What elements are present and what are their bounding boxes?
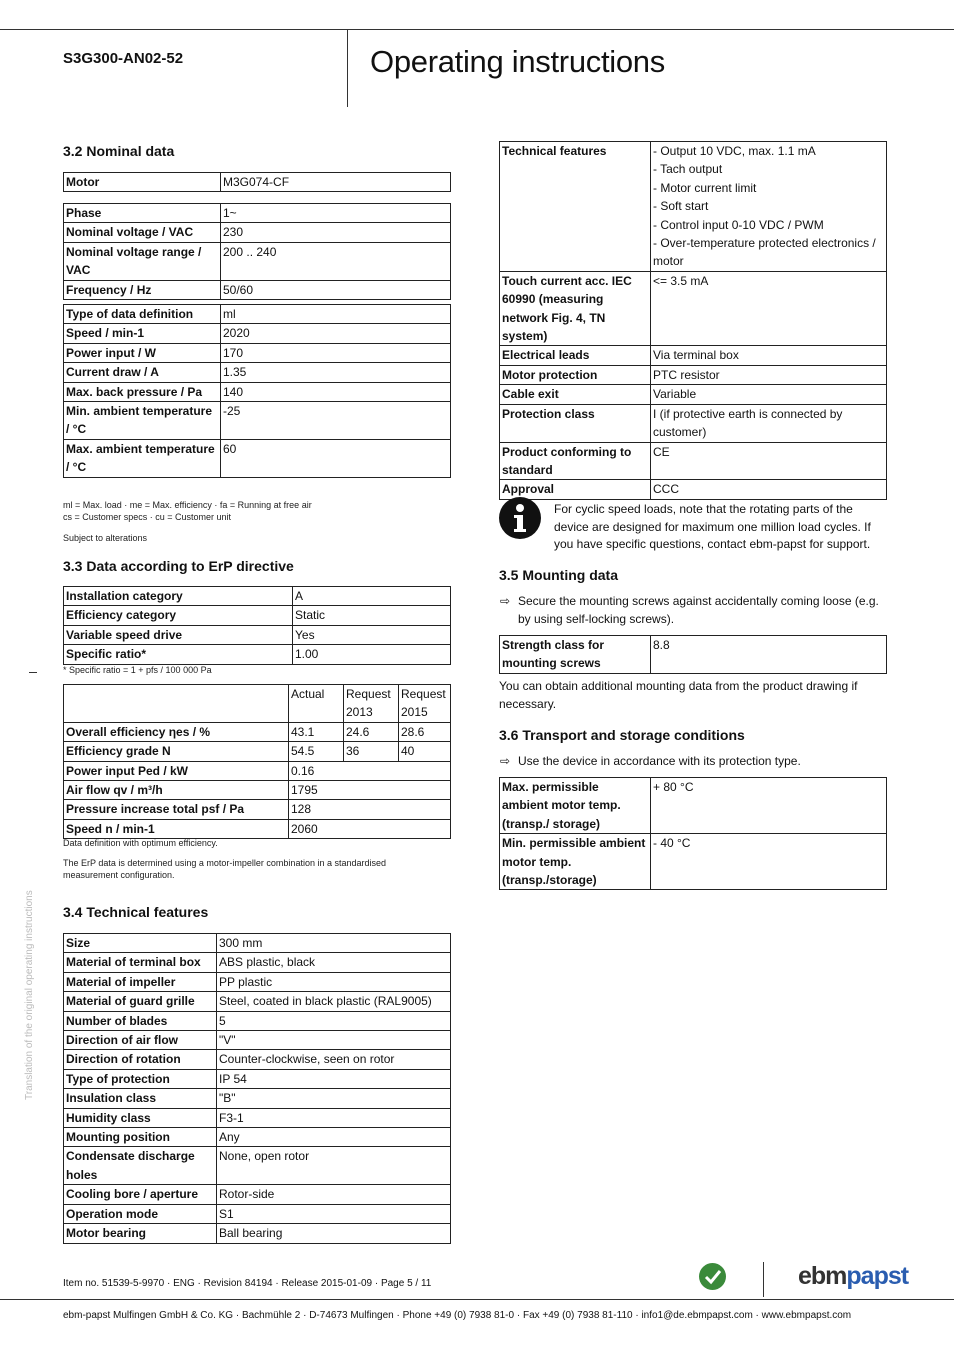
info-icon <box>499 497 541 539</box>
table-row <box>500 142 887 272</box>
table-row <box>500 834 887 890</box>
table-row <box>64 223 451 242</box>
row-value: Any <box>217 1128 451 1147</box>
table-row <box>64 1108 451 1127</box>
row-label: Motor protection <box>500 365 651 384</box>
row-value: Via terminal box <box>651 346 887 365</box>
table-row <box>64 645 451 664</box>
row-label: Cooling bore / aperture <box>64 1185 217 1204</box>
row-value: 8.8 <box>651 636 887 674</box>
row-label: Mounting position <box>64 1128 217 1147</box>
row-label: Current draw / A <box>64 363 221 382</box>
row-value: Counter-clockwise, seen on rotor <box>217 1050 451 1069</box>
row-label: Max. permissible ambient motor temp. (transp./ storage) <box>500 778 651 834</box>
row-label: Technical features <box>500 142 651 272</box>
row-label: Cable exit <box>500 385 651 404</box>
row-value: 200 .. 240 <box>221 242 451 280</box>
table-row <box>500 385 887 404</box>
table-row <box>64 173 451 192</box>
arrow-icon: ⇨ <box>500 594 511 608</box>
row-value: 300 mm <box>217 934 451 953</box>
row-value: IP 54 <box>217 1069 451 1088</box>
table-row <box>64 587 451 606</box>
footer-company: ebm-papst Mulfingen GmbH & Co. KG · Bachmühle 2 · D-74673 Mulfingen · Phone +49 (0) 7938 81-0 · Fax +49 (0) 7938 81-110 · info1@de.ebmpapst.com · www.ebmpapst.com <box>63 1310 852 1321</box>
row-label: Direction of air flow <box>64 1031 217 1050</box>
row-value: A <box>293 587 451 606</box>
table-technical <box>63 933 451 1244</box>
table-row <box>64 363 451 382</box>
row-value: Rotor-side <box>217 1185 451 1204</box>
row-value: + 80 °C <box>651 778 887 834</box>
table-row <box>64 606 451 625</box>
row-value: PP plastic <box>217 972 451 991</box>
row-value: Ball bearing <box>217 1224 451 1243</box>
table-row <box>64 1128 451 1147</box>
row-label: Material of guard grille <box>64 992 217 1011</box>
row-value: ABS plastic, black <box>217 953 451 972</box>
table-technical-right <box>499 141 887 500</box>
table-row: Air flow qv / m³/h 1795 <box>64 781 451 800</box>
row-value: "B" <box>217 1089 451 1108</box>
row-label: Insulation class <box>64 1089 217 1108</box>
row-value: S1 <box>217 1204 451 1223</box>
legend-line-1: ml = Max. load · me = Max. efficiency · fa = Running at free air <box>63 500 312 510</box>
row-value: Yes <box>293 625 451 644</box>
erp-note-2: The ErP data is determined using a motor-impeller combination in a standardised measurement configuration. <box>63 858 387 880</box>
row-label: Min. permissible ambient motor temp. (transp./storage) <box>500 834 651 890</box>
table-row <box>64 324 451 343</box>
row-label: Speed / min-1 <box>64 324 221 343</box>
subject-note: Subject to alterations <box>63 533 148 543</box>
table-row <box>64 953 451 972</box>
row-value: CCC <box>651 480 887 499</box>
table-row <box>500 365 887 384</box>
table-row: Overall efficiency ηes / % 43.1 24.6 28.6 <box>64 722 451 741</box>
row-value: None, open rotor <box>217 1147 451 1185</box>
table-efficiency <box>63 684 451 839</box>
table-row <box>64 305 451 324</box>
table-row <box>64 972 451 991</box>
row-value: 5 <box>217 1011 451 1030</box>
row-label: Number of blades <box>64 1011 217 1030</box>
row-label: Type of data definition <box>64 305 221 324</box>
heading-erp: 3.3 Data according to ErP directive <box>63 558 294 574</box>
row-value: M3G074-CF <box>221 173 451 192</box>
table-row <box>64 625 451 644</box>
row-value: - 40 °C <box>651 834 887 890</box>
row-label: Direction of rotation <box>64 1050 217 1069</box>
row-label: Size <box>64 934 217 953</box>
table-row <box>64 1050 451 1069</box>
row-label: Variable speed drive <box>64 625 293 644</box>
heading-technical: 3.4 Technical features <box>63 904 209 920</box>
row-label: Operation mode <box>64 1204 217 1223</box>
table-row <box>64 1031 451 1050</box>
heading-mounting: 3.5 Mounting data <box>499 567 618 583</box>
row-label: Phase <box>64 204 221 223</box>
row-label: Electrical leads <box>500 346 651 365</box>
table-row <box>500 346 887 365</box>
row-label: Power input / W <box>64 343 221 362</box>
table-erp <box>63 586 451 665</box>
mounting-note: You can obtain additional mounting data from the product drawing if necessary. <box>499 679 858 711</box>
row-label: Material of terminal box <box>64 953 217 972</box>
table-row: Pressure increase total psf / Pa 128 <box>64 800 451 819</box>
row-label: Product conforming to standard <box>500 442 651 480</box>
table-electrical <box>63 203 451 300</box>
table-row <box>64 439 451 477</box>
mounting-bullet: Secure the mounting screws against accidentally coming loose (e.g. by using self-locking screws). <box>518 594 879 626</box>
transport-bullet: Use the device in accordance with its protection type. <box>518 754 801 768</box>
table-row <box>64 343 451 362</box>
row-label: Approval <box>500 480 651 499</box>
row-value: PTC resistor <box>651 365 887 384</box>
row-label: Motor <box>64 173 221 192</box>
model-number: S3G300-AN02-52 <box>63 50 184 67</box>
table-row <box>64 992 451 1011</box>
row-value: ml <box>221 305 451 324</box>
legend-line-2: cs = Customer specs · cu = Customer unit <box>63 512 232 522</box>
col-request-2013: Request 2013 <box>344 685 399 723</box>
row-value: <= 3.5 mA <box>651 271 887 346</box>
table-transport <box>499 777 887 890</box>
side-caption: Translation of the original operating instructions <box>24 890 35 1100</box>
row-label: Motor bearing <box>64 1224 217 1243</box>
row-value: 50/60 <box>221 280 451 299</box>
row-value: "V" <box>217 1031 451 1050</box>
table-row <box>500 636 887 674</box>
table-row <box>64 1224 451 1243</box>
greentech-badge-icon <box>699 1263 726 1290</box>
row-label: Nominal voltage range / VAC <box>64 242 221 280</box>
table-row <box>64 1069 451 1088</box>
ebmpapst-logo: ebmpapst <box>798 1262 909 1290</box>
table-row <box>64 402 451 440</box>
row-label: Installation category <box>64 587 293 606</box>
col-request-2015: Request 2015 <box>399 685 451 723</box>
table-row <box>64 1185 451 1204</box>
table-row <box>500 778 887 834</box>
table-row <box>500 271 887 346</box>
table-row: Speed n / min-1 2060 <box>64 819 451 838</box>
row-label: Max. back pressure / Pa <box>64 382 221 401</box>
row-value: Static <box>293 606 451 625</box>
row-value: 170 <box>221 343 451 362</box>
footer-item-info: Item no. 51539-5-9970 · ENG · Revision 84194 · Release 2015-01-09 · Page 5 / 11 <box>63 1278 432 1289</box>
info-text: For cyclic speed loads, note that the rotating parts of the device are designed for maximum one million load cycles. If you have specific questions, contact ebm-papst for support. <box>554 502 871 551</box>
table-row <box>64 242 451 280</box>
table-row: Efficiency grade N 54.5 36 40 <box>64 742 451 761</box>
row-label: Max. ambient temperature / °C <box>64 439 221 477</box>
row-value: 1.35 <box>221 363 451 382</box>
row-value: - Output 10 VDC, max. 1.1 mA - Tach output - Motor current limit - Soft start - Control input 0-10 VDC / PWM - Over-temperature protected electronics / motor <box>651 142 887 272</box>
row-label: Frequency / Hz <box>64 280 221 299</box>
table-motor <box>63 172 451 192</box>
row-label: Strength class for mounting screws <box>500 636 651 674</box>
row-value: I (if protective earth is connected by customer) <box>651 404 887 442</box>
row-value: -25 <box>221 402 451 440</box>
row-value: Variable <box>651 385 887 404</box>
ratio-note: * Specific ratio = 1 + pfs / 100 000 Pa <box>63 665 212 675</box>
col-actual: Actual <box>289 685 344 723</box>
row-value: CE <box>651 442 887 480</box>
table-row: Power input Ped / kW 0.16 <box>64 761 451 780</box>
table-row <box>64 382 451 401</box>
row-value: Steel, coated in black plastic (RAL9005) <box>217 992 451 1011</box>
table-row <box>500 480 887 499</box>
page-title: Operating instructions <box>370 44 665 79</box>
arrow-icon: ⇨ <box>500 754 511 768</box>
table-row <box>500 404 887 442</box>
table-row <box>64 1204 451 1223</box>
heading-nominal: 3.2 Nominal data <box>63 143 175 159</box>
row-label: Specific ratio* <box>64 645 293 664</box>
table-row <box>64 280 451 299</box>
row-value: 140 <box>221 382 451 401</box>
row-label: Material of impeller <box>64 972 217 991</box>
row-value: 1.00 <box>293 645 451 664</box>
row-label: Min. ambient temperature / °C <box>64 402 221 440</box>
row-label: Touch current acc. IEC 60990 (measuring network Fig. 4, TN system) <box>500 271 651 346</box>
row-label: Nominal voltage / VAC <box>64 223 221 242</box>
heading-transport: 3.6 Transport and storage conditions <box>499 727 745 743</box>
row-label: Efficiency category <box>64 606 293 625</box>
table-row <box>64 1011 451 1030</box>
table-performance <box>63 304 451 478</box>
table-row <box>64 204 451 223</box>
row-value: 1~ <box>221 204 451 223</box>
row-value: 2020 <box>221 324 451 343</box>
row-value: 60 <box>221 439 451 477</box>
table-mounting <box>499 635 887 674</box>
row-value: 230 <box>221 223 451 242</box>
table-row <box>64 934 451 953</box>
erp-note-1: Data definition with optimum efficiency. <box>63 838 218 848</box>
table-row <box>64 1147 451 1185</box>
row-label: Humidity class <box>64 1108 217 1127</box>
row-label: Condensate discharge holes <box>64 1147 217 1185</box>
row-value: F3-1 <box>217 1108 451 1127</box>
table-row <box>64 1089 451 1108</box>
row-label: Type of protection <box>64 1069 217 1088</box>
row-label: Protection class <box>500 404 651 442</box>
table-row <box>500 442 887 480</box>
